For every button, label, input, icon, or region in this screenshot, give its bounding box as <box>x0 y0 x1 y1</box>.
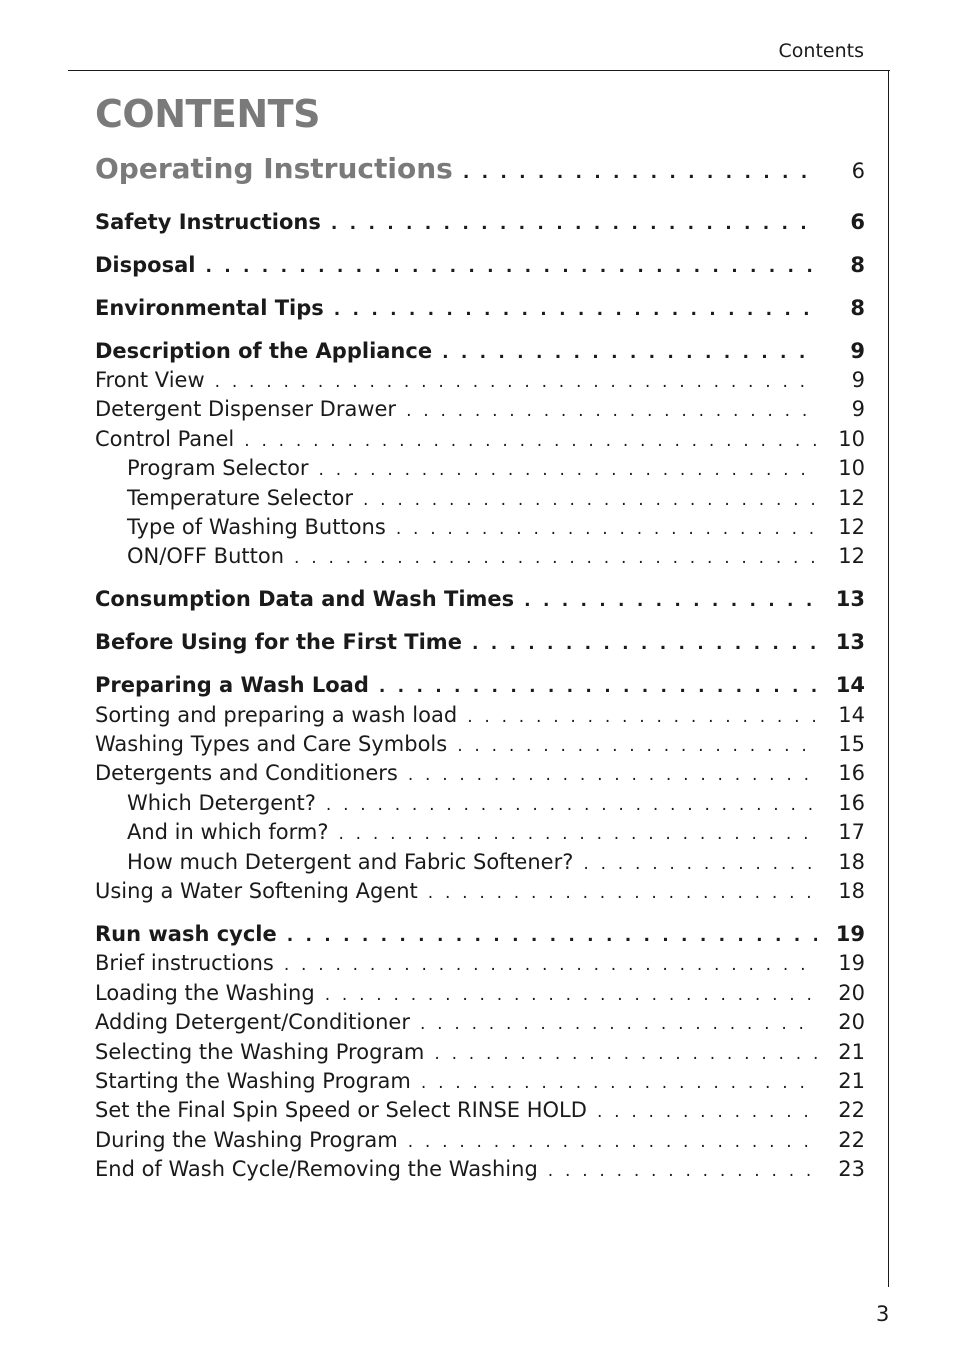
page-number: 3 <box>876 1302 890 1326</box>
dot-leader <box>428 883 817 903</box>
toc-entry-label: Temperature Selector <box>127 485 353 510</box>
toc-entry[interactable] <box>95 1010 865 1039</box>
toc-entry[interactable] <box>95 879 865 908</box>
toc-entry[interactable] <box>95 922 865 951</box>
dot-leader <box>205 257 817 277</box>
table-of-contents <box>95 152 865 1186</box>
toc-entry-page: 21 <box>838 1068 865 1093</box>
toc-entry-label: Safety Instructions <box>95 209 321 234</box>
toc-entry-page: 9 <box>851 397 865 422</box>
dot-leader <box>463 163 817 183</box>
toc-entry[interactable] <box>95 732 865 761</box>
toc-entry-label: Front View <box>95 367 205 392</box>
toc-entry-page: 22 <box>838 1127 865 1152</box>
toc-entry-page: 18 <box>838 878 865 903</box>
dot-leader <box>597 1102 817 1122</box>
dot-leader <box>472 634 817 654</box>
toc-entry[interactable] <box>95 1157 865 1186</box>
dot-leader <box>421 1073 817 1093</box>
toc-entry[interactable] <box>95 1128 865 1157</box>
header-rule <box>68 70 890 71</box>
dot-leader <box>363 490 817 510</box>
toc-entry[interactable] <box>95 296 865 325</box>
toc-entry-page: 10 <box>838 456 865 481</box>
running-header: Contents <box>778 40 864 62</box>
dot-leader <box>406 401 817 421</box>
page-title: CONTENTS <box>95 92 320 136</box>
dot-leader <box>215 372 817 392</box>
toc-entry-label: Run wash cycle <box>95 921 277 946</box>
toc-entry-page: 6 <box>851 159 865 183</box>
toc-entry-label: Washing Types and Care Symbols <box>95 732 448 757</box>
toc-entry-label: Description of the Appliance <box>95 338 433 363</box>
toc-entry[interactable] <box>95 210 865 239</box>
toc-entry-label: Operating Instructions <box>95 152 453 185</box>
dot-leader <box>294 548 817 568</box>
toc-entry-page: 13 <box>835 587 865 612</box>
dot-leader <box>326 795 817 815</box>
margin-rule <box>888 70 889 1287</box>
toc-entry-page: 14 <box>838 702 865 727</box>
toc-entry[interactable] <box>95 486 865 515</box>
dot-leader <box>287 926 817 946</box>
toc-entry-page: 17 <box>838 820 865 845</box>
toc-entry[interactable] <box>95 368 865 397</box>
dot-leader <box>379 677 817 697</box>
toc-entry-label: Adding Detergent/Conditioner <box>95 1010 410 1035</box>
toc-entry-label: Sorting and preparing a wash load <box>95 702 458 727</box>
dot-leader <box>325 985 817 1005</box>
dot-leader <box>408 765 817 785</box>
dot-leader <box>524 591 817 611</box>
dot-leader <box>442 343 817 363</box>
dot-leader <box>284 955 817 975</box>
toc-entry[interactable] <box>95 544 865 573</box>
dot-leader <box>583 854 817 874</box>
toc-entry[interactable] <box>95 850 865 879</box>
toc-entry[interactable] <box>95 673 865 702</box>
toc-entry-page: 21 <box>838 1039 865 1064</box>
toc-entry-label: Loading the Washing <box>95 980 315 1005</box>
toc-entry-page: 8 <box>850 295 865 320</box>
toc-entry-page: 16 <box>838 761 865 786</box>
toc-entry-page: 20 <box>838 980 865 1005</box>
dot-leader <box>396 519 817 539</box>
toc-entry[interactable] <box>95 456 865 485</box>
dot-leader <box>434 1044 817 1064</box>
toc-entry[interactable] <box>95 339 865 368</box>
toc-entry[interactable] <box>95 761 865 790</box>
dot-leader <box>334 300 817 320</box>
toc-entry-label: And in which form? <box>127 820 329 845</box>
toc-entry-label: How much Detergent and Fabric Softener? <box>127 849 574 874</box>
dot-leader <box>548 1161 817 1181</box>
toc-entry[interactable] <box>95 791 865 820</box>
toc-entry-label: Environmental Tips <box>95 295 324 320</box>
toc-entry-page: 20 <box>838 1010 865 1035</box>
toc-entry[interactable] <box>95 630 865 659</box>
toc-entry-page: 10 <box>838 426 865 451</box>
dot-leader <box>331 214 817 234</box>
toc-entry-label: Selecting the Washing Program <box>95 1039 425 1064</box>
dot-leader <box>420 1014 817 1034</box>
toc-entry-page: 18 <box>838 849 865 874</box>
toc-entry-page: 9 <box>851 367 865 392</box>
toc-entry[interactable] <box>95 820 865 849</box>
toc-entry-page: 16 <box>838 790 865 815</box>
toc-entry[interactable] <box>95 1040 865 1069</box>
dot-leader <box>457 736 817 756</box>
toc-entry-page: 12 <box>838 514 865 539</box>
toc-entry-page: 14 <box>835 673 865 698</box>
toc-entry[interactable] <box>95 981 865 1010</box>
dot-leader <box>408 1132 817 1152</box>
toc-entry-page: 9 <box>850 338 865 363</box>
toc-entry[interactable] <box>95 152 865 196</box>
toc-entry[interactable] <box>95 427 865 456</box>
toc-entry[interactable] <box>95 587 865 616</box>
toc-entry-page: 22 <box>838 1098 865 1123</box>
toc-entry-page: 12 <box>838 544 865 569</box>
toc-entry-label: Type of Washing Buttons <box>127 514 386 539</box>
toc-entry-label: Control Panel <box>95 426 235 451</box>
toc-entry[interactable] <box>95 515 865 544</box>
toc-entry-page: 8 <box>850 252 865 277</box>
toc-entry[interactable] <box>95 1069 865 1098</box>
toc-entry-label: ON/OFF Button <box>127 544 285 569</box>
toc-entry-label: Using a Water Softening Agent <box>95 878 418 903</box>
toc-entry-label: During the Washing Program <box>95 1127 398 1152</box>
toc-entry-label: Set the Final Spin Speed or Select RINSE HOLD <box>95 1098 587 1123</box>
toc-entry-label: Which Detergent? <box>127 790 316 815</box>
toc-entry-page: 15 <box>838 732 865 757</box>
toc-entry[interactable] <box>95 703 865 732</box>
toc-entry-label: Program Selector <box>127 456 309 481</box>
toc-entry-page: 23 <box>838 1157 865 1182</box>
toc-entry[interactable] <box>95 253 865 282</box>
toc-entry[interactable] <box>95 1098 865 1127</box>
toc-entry-label: Detergents and Conditioners <box>95 761 398 786</box>
toc-entry-page: 19 <box>835 921 865 946</box>
dot-leader <box>467 707 817 727</box>
toc-entry-page: 6 <box>850 209 865 234</box>
toc-entry-page: 13 <box>835 630 865 655</box>
toc-entry-page: 12 <box>838 485 865 510</box>
toc-entry-label: Detergent Dispenser Drawer <box>95 397 397 422</box>
toc-entry-label: Brief instructions <box>95 951 274 976</box>
toc-entry-label: Disposal <box>95 252 196 277</box>
toc-entry-label: End of Wash Cycle/Removing the Washing <box>95 1157 538 1182</box>
toc-entry-label: Starting the Washing Program <box>95 1068 411 1093</box>
toc-entry[interactable] <box>95 397 865 426</box>
dot-leader <box>244 431 817 451</box>
toc-entry-page: 19 <box>838 951 865 976</box>
toc-entry-label: Before Using for the First Time <box>95 630 462 655</box>
dot-leader <box>319 460 817 480</box>
toc-entry-label: Consumption Data and Wash Times <box>95 587 515 612</box>
toc-entry-label: Preparing a Wash Load <box>95 673 369 698</box>
toc-entry[interactable] <box>95 951 865 980</box>
dot-leader <box>338 824 817 844</box>
